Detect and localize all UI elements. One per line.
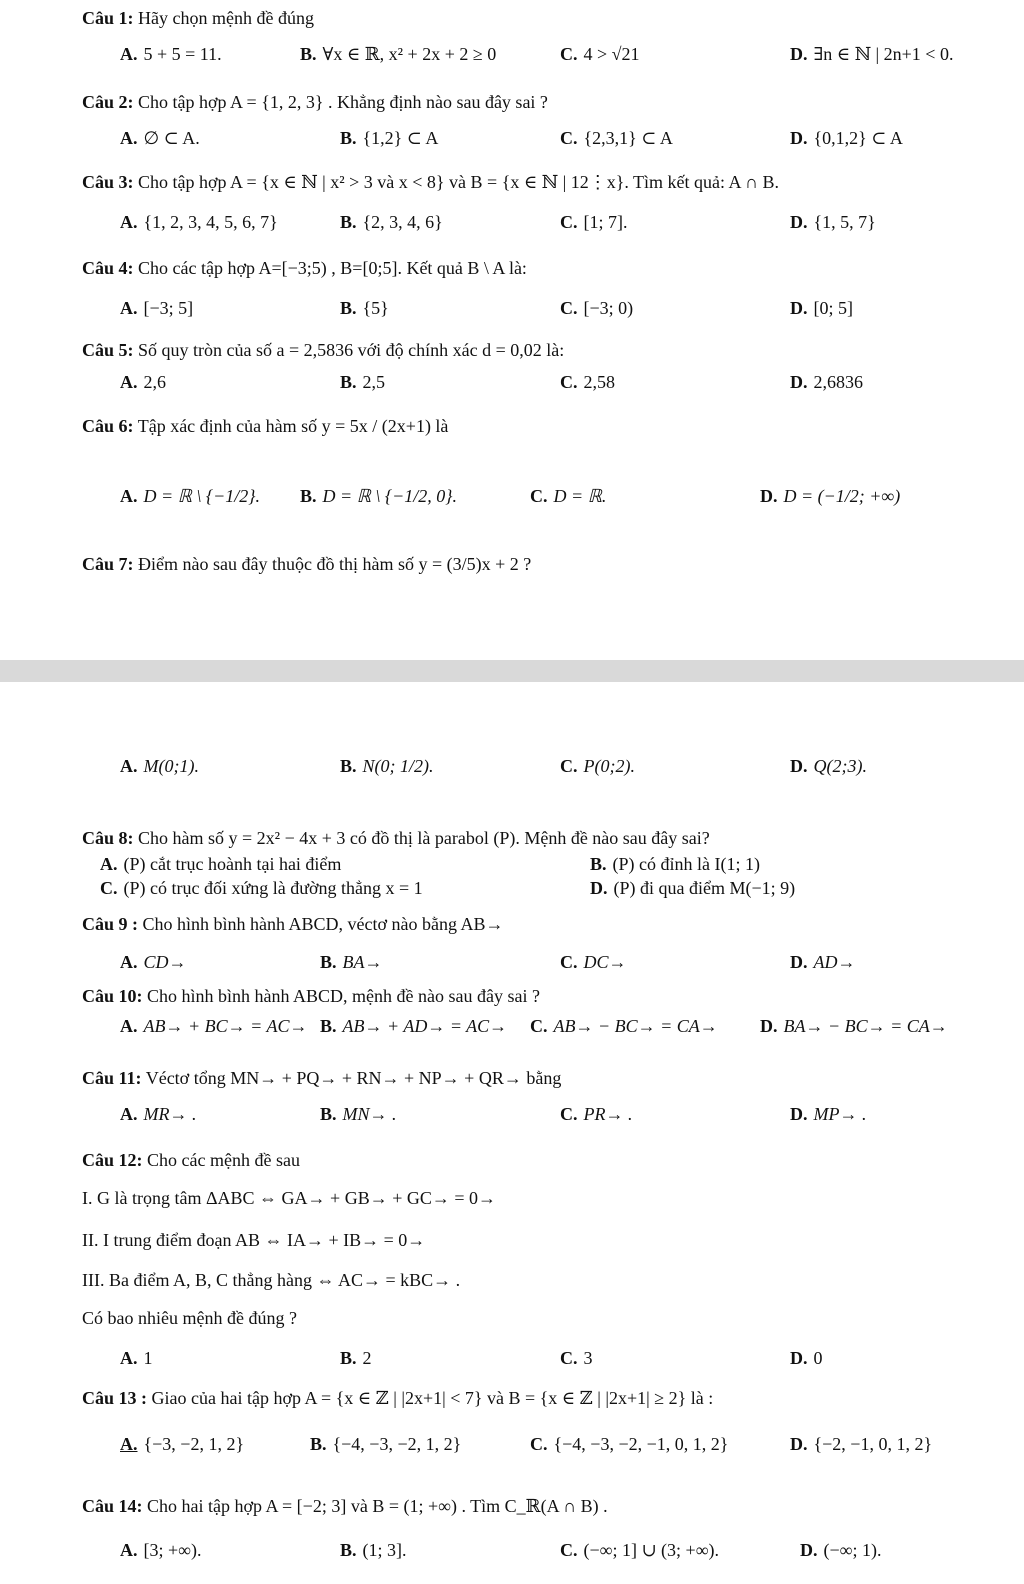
question-label: Câu 10: [82,986,143,1006]
option-b[interactable] [340,212,443,233]
option-key: D. [790,128,808,148]
option-c[interactable] [560,128,673,149]
option-text: ∃n ∈ ℕ | 2n+1 < 0. [813,44,954,64]
option-key: C. [530,486,548,506]
option-text: 2,6836 [813,372,863,392]
option-d[interactable] [790,128,903,149]
option-text: PR→ . [583,1104,633,1124]
option-a[interactable] [120,1348,153,1369]
option-b[interactable] [320,1016,507,1037]
option-key: D. [760,486,778,506]
option-key: D. [790,1434,808,1454]
statement-2: II. I trung điểm đoạn AB ⇔ IA→ + IB→ = 0→ [82,1230,426,1250]
statement-3: III. Ba điểm A, B, C thẳng hàng ⇔ AC→ = kBC→ . [82,1270,461,1290]
option-text: AB→ + AD→ = AC→ [342,1016,508,1036]
option-text: D = (−1/2; +∞) [783,486,901,506]
option-key: D. [790,212,808,232]
option-text: 3 [583,1348,593,1368]
question-text: Điểm nào sau đây thuộc đồ thị hàm số y = (3/5)x + 2 ? [138,554,532,574]
question-10 [82,986,540,1007]
option-a[interactable] [120,1540,201,1561]
option-key: A. [120,756,138,776]
option-text: Q(2;3). [813,756,867,776]
option-key: C. [100,878,118,898]
option-b[interactable] [310,1434,461,1455]
option-d[interactable] [790,1434,932,1455]
question-text: Hãy chọn mệnh đề đúng [138,8,314,28]
option-a[interactable] [120,1016,307,1037]
option-a[interactable] [120,128,200,149]
option-text: MN→ . [342,1104,397,1124]
option-d[interactable] [790,952,856,973]
option-key: C. [560,212,578,232]
option-text: ∀x ∈ ℝ, x² + 2x + 2 ≥ 0 [322,44,497,64]
question-13 [82,1388,713,1409]
option-key: B. [300,486,317,506]
option-a[interactable] [120,486,260,507]
statement-1: I. G là trọng tâm ΔABC ⇔ GA→ + GB→ + GC→ = 0→ [82,1188,497,1208]
option-text: BA→ − BC→ = CA→ [783,1016,948,1036]
option-text: [0; 5] [813,298,853,318]
option-d[interactable] [760,486,900,507]
option-text: MR→ . [143,1104,197,1124]
option-text: (P) đi qua điểm M(−1; 9) [613,878,796,898]
option-c[interactable] [560,756,635,777]
option-key: D. [790,298,808,318]
option-text: [1; 7]. [583,212,628,232]
option-b[interactable] [320,952,383,973]
option-d[interactable] [790,212,876,233]
question-label: Câu 2: [82,92,134,112]
question-3 [82,172,779,193]
question-text: Cho hình bình hành ABCD, mệnh đề nào sau đây sai ? [147,986,540,1006]
option-text: ∅ ⊂ A. [143,128,200,148]
option-b[interactable] [340,1348,372,1369]
option-key: C. [560,372,578,392]
statement-question: Có bao nhiêu mệnh đề đúng ? [82,1308,297,1328]
option-key: B. [590,854,607,874]
option-text: 5 + 5 = 11. [143,44,222,64]
question-label: Câu 7: [82,554,134,574]
option-text: (−∞; 1] ∪ (3; +∞). [583,1540,720,1560]
option-key: D. [790,1104,808,1124]
option-c[interactable] [100,878,423,899]
option-key: D. [790,44,808,64]
option-key: A. [120,486,138,506]
option-text: {−3, −2, 1, 2} [143,1434,245,1454]
option-key: D. [790,372,808,392]
option-d[interactable] [790,298,853,319]
option-key: A. [100,854,118,874]
option-text: {1, 5, 7} [813,212,876,232]
option-key: A. [120,128,138,148]
question-text: Tập xác định của hàm số y = 5x / (2x+1) là [137,416,449,436]
question-label: Câu 6: [82,416,134,436]
question-text: Số quy tròn của số a = 2,5836 với độ chính xác d = 0,02 là: [138,340,565,360]
option-text: {−4, −3, −2, 1, 2} [332,1434,462,1454]
option-b[interactable] [320,1104,397,1125]
option-text: [−3; 0) [583,298,634,318]
option-text: M(0;1). [143,756,199,776]
option-text: P(0;2). [583,756,635,776]
option-b[interactable] [340,298,389,319]
option-b[interactable] [300,486,457,507]
option-text: [3; +∞). [143,1540,202,1560]
option-text: {0,1,2} ⊂ A [813,128,903,148]
question-label: Câu 11: [82,1068,142,1088]
option-key: B. [340,128,357,148]
option-c[interactable] [560,1104,633,1125]
question-text: Cho hai tập hợp A = [−2; 3] và B = (1; +∞) . Tìm C_ℝ(A ∩ B) . [147,1496,608,1516]
option-text: (P) cắt trục hoành tại hai điểm [123,854,342,874]
option-text: 2,6 [143,372,166,392]
option-text: (P) có trục đối xứng là đường thẳng x = 1 [123,878,423,898]
option-key: C. [560,1348,578,1368]
question-label: Câu 4: [82,258,134,278]
option-key: B. [340,1540,357,1560]
question-label: Câu 3: [82,172,134,192]
question-12 [82,1150,300,1171]
option-text: D = ℝ \ {−1/2, 0}. [322,486,457,506]
option-d[interactable] [590,878,795,899]
option-text: BA→ [342,952,383,972]
question-14 [82,1496,608,1517]
option-text: AB→ + BC→ = AC→ [143,1016,308,1036]
option-b[interactable] [340,128,438,149]
question-text: Giao của hai tập hợp A = {x ∈ ℤ | |2x+1| < 7} và B = {x ∈ ℤ | |2x+1| ≥ 2} là : [151,1388,714,1408]
option-d[interactable] [790,756,867,777]
option-key: B. [320,952,337,972]
option-key: A. [120,372,138,392]
option-key: C. [560,1540,578,1560]
option-key: B. [340,756,357,776]
option-text: {2, 3, 4, 6} [362,212,443,232]
option-d[interactable] [800,1540,881,1561]
question-text: Cho các mệnh đề sau [147,1150,300,1170]
option-c[interactable] [560,298,633,319]
question-label: Câu 13 : [82,1388,148,1408]
option-text: N(0; 1/2). [362,756,434,776]
option-key: D. [790,952,808,972]
option-c[interactable] [530,1434,728,1455]
question-label: Câu 5: [82,340,134,360]
option-text: AB→ − BC→ = CA→ [553,1016,718,1036]
option-key: C. [560,128,578,148]
option-key: A. [120,212,138,232]
option-key: B. [340,212,357,232]
question-text: Cho các tập hợp A=[−3;5) , B=[0;5]. Kết quả B \ A là: [138,258,527,278]
option-key: C. [530,1434,548,1454]
option-a[interactable] [120,1104,197,1125]
option-text: (−∞; 1). [823,1540,882,1560]
option-b[interactable] [590,854,760,875]
option-a[interactable] [120,1434,244,1455]
question-1 [82,8,314,29]
option-key: D. [790,756,808,776]
question-text: Véctơ tổng MN→ + PQ→ + RN→ + NP→ + QR→ bằng [145,1068,562,1088]
option-text: CD→ [143,952,187,972]
option-key: A. [120,952,138,972]
option-a[interactable] [120,298,193,319]
option-text: MP→ . [813,1104,867,1124]
option-text: D = ℝ \ {−1/2}. [143,486,260,506]
option-text: {1,2} ⊂ A [362,128,439,148]
option-text: (1; 3]. [362,1540,407,1560]
option-a[interactable] [100,854,341,875]
question-text: Cho tập hợp A = {x ∈ ℕ | x² > 3 và x < 8} và B = {x ∈ ℕ | 12⋮x}. Tìm kết quả: A ∩ B. [138,172,780,192]
option-text: D = ℝ. [553,486,607,506]
option-d[interactable] [790,44,953,65]
question-label: Câu 9 : [82,914,139,934]
option-text: 0 [813,1348,823,1368]
option-key: B. [300,44,317,64]
option-d[interactable] [790,1348,823,1369]
option-key: B. [340,1348,357,1368]
option-text: {1, 2, 3, 4, 5, 6, 7} [143,212,278,232]
option-key: A. [120,1104,138,1124]
option-key: C. [560,44,578,64]
option-c[interactable] [560,212,628,233]
option-text: {2,3,1} ⊂ A [583,128,673,148]
option-a[interactable] [120,212,278,233]
option-text: AD→ [813,952,856,972]
option-key: C. [530,1016,548,1036]
question-7 [82,554,531,575]
option-text: DC→ [583,952,627,972]
option-key: A. [120,1434,138,1454]
question-8 [82,828,710,849]
option-text: [−3; 5] [143,298,194,318]
question-9 [82,914,504,935]
option-key: A. [120,1540,138,1560]
question-text: Cho tập hợp A = {1, 2, 3} . Khẳng định nào sau đây sai ? [138,92,548,112]
option-text: {5} [362,298,389,318]
option-a[interactable] [120,44,222,65]
option-key: B. [320,1016,337,1036]
option-d[interactable] [760,1016,948,1037]
page-divider [0,660,1024,682]
option-c[interactable] [560,1348,593,1369]
option-key: C. [560,1104,578,1124]
option-key: B. [340,298,357,318]
option-key: C. [560,756,578,776]
question-2 [82,92,548,113]
option-c[interactable] [560,372,615,393]
option-c[interactable] [560,44,640,65]
option-text: {−2, −1, 0, 1, 2} [813,1434,933,1454]
option-text: 2,58 [583,372,615,392]
option-b[interactable] [300,44,496,65]
option-key: A. [120,1016,138,1036]
option-key: D. [590,878,608,898]
option-text: 1 [143,1348,153,1368]
option-d[interactable] [790,1104,867,1125]
question-6 [82,416,448,437]
option-key: A. [120,44,138,64]
option-c[interactable] [560,1540,719,1561]
option-key: C. [560,952,578,972]
option-c[interactable] [530,486,606,507]
question-text: Cho hàm số y = 2x² − 4x + 3 có đồ thị là parabol (P). Mệnh đề nào sau đây sai? [138,828,710,848]
option-key: B. [320,1104,337,1124]
option-key: D. [760,1016,778,1036]
option-c[interactable] [560,952,627,973]
option-key: A. [120,298,138,318]
question-label: Câu 14: [82,1496,143,1516]
option-key: D. [790,1348,808,1368]
option-key: B. [340,372,357,392]
option-b[interactable] [340,756,434,777]
option-text: 2 [362,1348,372,1368]
option-d[interactable] [790,372,863,393]
question-label: Câu 1: [82,8,134,28]
option-text: (P) có đỉnh là I(1; 1) [612,854,760,874]
question-11 [82,1068,561,1089]
question-text: Cho hình bình hành ABCD, véctơ nào bằng AB→ [142,914,504,934]
question-label: Câu 8: [82,828,134,848]
question-label: Câu 12: [82,1150,143,1170]
option-key: C. [560,298,578,318]
option-c[interactable] [530,1016,718,1037]
option-key: D. [800,1540,818,1560]
option-key: B. [310,1434,327,1454]
option-key: A. [120,1348,138,1368]
question-4 [82,258,527,279]
option-b[interactable] [340,1540,407,1561]
option-text: 2,5 [362,372,386,392]
option-a[interactable] [120,756,199,777]
option-b[interactable] [340,372,385,393]
option-text: {−4, −3, −2, −1, 0, 1, 2} [553,1434,729,1454]
option-text: 4 > √21 [583,44,640,64]
option-a[interactable] [120,372,166,393]
option-a[interactable] [120,952,187,973]
question-5 [82,340,564,361]
